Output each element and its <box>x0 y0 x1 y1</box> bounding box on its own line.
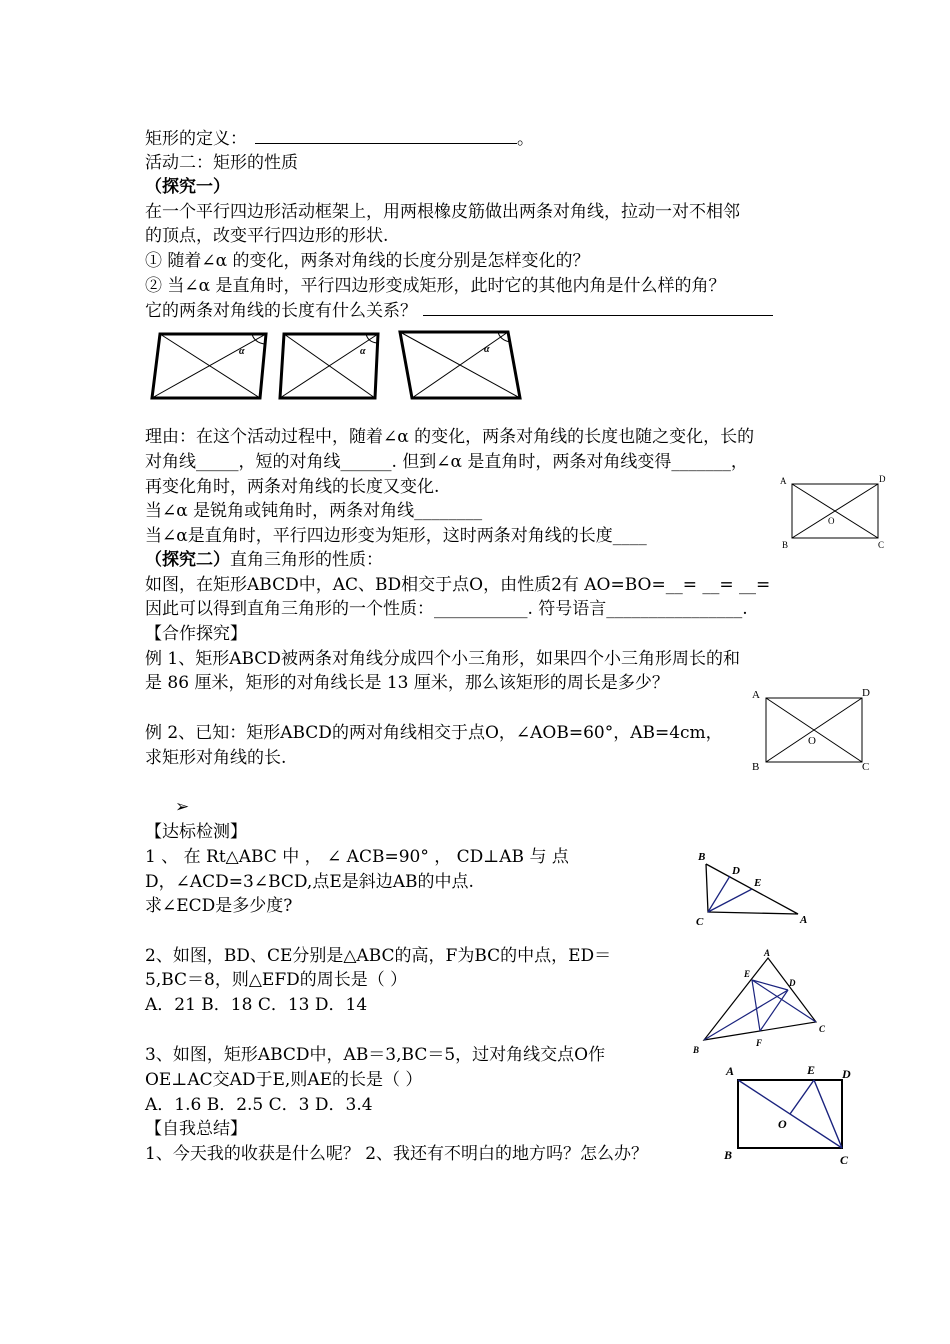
label-d: D <box>732 865 740 877</box>
property-line: 因此可以得到直角三角形的一个性质：___________. 符号语言________________. <box>145 599 748 619</box>
property-line: 如图，在矩形ABCD中，AC、BD相交于点O，由性质2有 AO=BO=__= __= __= <box>145 575 771 595</box>
label-c: C <box>878 540 885 550</box>
problem-one: 1 、 在 Rt△ABC 中 ， ∠ ACB=90° ， CD⊥AB 与 点 <box>145 847 569 867</box>
problem-one-question: 求∠ECD是多少度? <box>145 896 293 916</box>
problem-two: 2、如图，BD、CE分别是△ABC的高，F为BC的中点，ED＝ <box>145 946 612 966</box>
label-b: B <box>693 1045 700 1055</box>
label-c: C <box>862 761 870 773</box>
example-two-cont: 求矩形对角线的长. <box>145 748 287 768</box>
definition-line: 矩形的定义： 。 <box>145 129 534 149</box>
explore-two-heading: （探究二）直角三角形的性质： <box>145 550 383 570</box>
right-triangle-figure <box>692 848 822 930</box>
label-b: B <box>724 1148 733 1162</box>
label-e: E <box>807 1063 816 1077</box>
label-a: A <box>752 689 760 701</box>
problem-three-cont: OE⊥AC交AD于E,则AE的长是（ ） <box>145 1070 423 1090</box>
label-d: D <box>789 978 796 988</box>
parallelogram-2 <box>280 334 378 398</box>
example-one-cont: 是 86 厘米，矩形的对角线长是 13 厘米，那么该矩形的周长是多少？ <box>145 673 669 693</box>
problem-three: 3、如图，矩形ABCD中，AB＝3,BC＝5，过对角线交点O作 <box>145 1045 606 1065</box>
label-a: A <box>764 948 771 958</box>
label-a: A <box>726 1064 735 1078</box>
question-two: ② 当∠α 是直角时，平行四边形变成矩形，此时它的其他内角是什么样的角？ <box>145 276 726 296</box>
label-c: C <box>840 1153 849 1167</box>
problem-one-cont: D，∠ACD=3∠BCD,点E是斜边AB的中点. <box>145 872 474 892</box>
problem-two-cont: 5,BC＝8，则△EFD的周长是（ ） <box>145 970 408 990</box>
label-a: A <box>800 914 808 926</box>
label-d: D <box>842 1067 851 1081</box>
activity-two-heading: 活动二：矩形的性质 <box>145 153 298 173</box>
summary-questions: 1、今天我的收获是什么呢？ 2、我还有不明白的地方吗？怎么办？ <box>145 1144 649 1164</box>
label-o: O <box>778 1117 787 1131</box>
label-b: B <box>782 540 789 550</box>
label-b: B <box>698 851 706 863</box>
label-b: B <box>752 761 760 773</box>
parallelogram-3 <box>400 332 520 398</box>
acute-obtuse-line: 当∠α 是锐角或钝角时，两条对角线________ <box>145 501 483 521</box>
right-angle-line: 当∠α是直角时，平行四边形变为矩形，这时两条对角线的长度____ <box>145 526 647 546</box>
parallelogram-1 <box>152 334 266 398</box>
question-one: ① 随着∠α 的变化，两条对角线的长度分别是怎样变化的？ <box>145 251 590 271</box>
alpha-label: α <box>360 346 366 357</box>
altitude-triangle-figure <box>688 942 838 1058</box>
label-e: E <box>744 969 751 979</box>
paragraph-line: 在一个平行四边形活动框架上，用两根橡皮筋做出两条对角线，拉动一对不相邻 <box>145 202 740 222</box>
label-c: C <box>819 1024 826 1034</box>
example-two: 例 2、已知：矩形ABCD的两对角线相交于点O，∠AOB=60°，AB=4cm， <box>145 723 723 743</box>
label-o: O <box>808 735 816 747</box>
alpha-label: α <box>239 346 245 357</box>
question-two-cont: 它的两条对角线的长度有什么关系？ <box>145 299 773 322</box>
reason-line: 理由：在这个活动过程中，随着∠α 的变化，两条对角线的长度也随之变化，长的 <box>145 427 755 447</box>
problem-two-options: A．21 B．18 C．13 D．14 <box>145 995 368 1015</box>
label-c: C <box>696 916 704 928</box>
label-e: E <box>754 877 762 889</box>
rectangle-figure-1 <box>778 472 890 552</box>
test-heading: 【达标检测】 <box>145 822 247 842</box>
explore-one-heading: （探究一） <box>145 177 230 197</box>
label-f: F <box>756 1038 763 1048</box>
label-d: D <box>879 474 886 484</box>
problem-three-options: A．1.6 B．2.5 C．3 D．3.4 <box>145 1095 373 1115</box>
rectangle-fold-figure <box>718 1058 864 1170</box>
arrow-bullet: ➢ <box>175 797 190 817</box>
label-d: D <box>862 687 870 699</box>
parallelogram-figures <box>148 330 528 402</box>
cooperation-heading: 【合作探究】 <box>145 624 247 644</box>
label-o: O <box>828 516 835 526</box>
example-one: 例 1、矩形ABCD被两条对角线分成四个小三角形，如果四个小三角形周长的和 <box>145 649 740 669</box>
label-a: A <box>780 476 787 486</box>
paragraph-line: 的顶点，改变平行四边形的形状. <box>145 226 389 246</box>
rectangle-figure-2 <box>748 684 878 774</box>
summary-heading: 【自我总结】 <box>145 1119 247 1139</box>
reason-line: 再变化角时，两条对角线的长度又变化. <box>145 477 440 497</box>
alpha-label: α <box>484 344 490 355</box>
reason-line: 对角线_____，短的对角线______. 但到∠α 是直角时，两条对角线变得_______， <box>145 452 748 472</box>
